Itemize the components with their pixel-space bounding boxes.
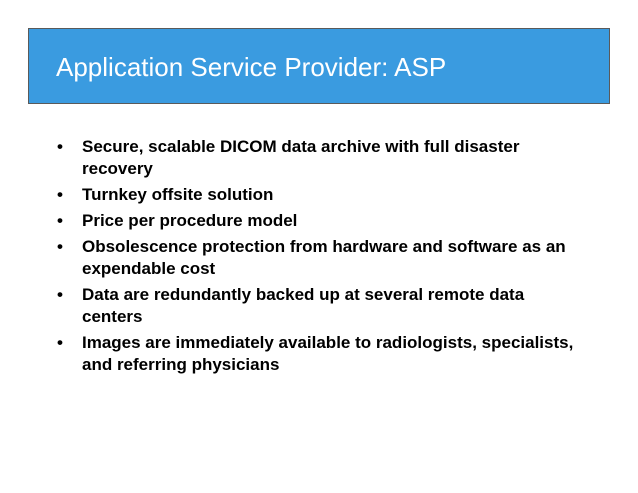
- bullet-text: Turnkey offsite solution: [82, 185, 274, 204]
- bullet-text: Images are immediately available to radiologists, specialists, and referring physicians: [82, 333, 574, 374]
- bullet-text: Secure, scalable DICOM data archive with full disaster recovery: [82, 137, 520, 178]
- bullet-item: [57, 210, 577, 232]
- bullet-text: Data are redundantly backed up at several remote data centers: [82, 285, 525, 326]
- bullet-item: [57, 236, 577, 280]
- bullet-item: [57, 136, 577, 180]
- bullet-item: [57, 332, 577, 376]
- bullet-icon: •: [57, 237, 63, 256]
- bullet-list: [57, 136, 577, 380]
- bullet-text: Obsolescence protection from hardware and software as an expendable cost: [82, 237, 566, 278]
- bullet-item: [57, 184, 577, 206]
- bullet-icon: •: [57, 137, 63, 156]
- bullet-icon: •: [57, 185, 63, 204]
- bullet-icon: •: [57, 333, 63, 352]
- slide-title: Application Service Provider: ASP: [56, 52, 447, 82]
- bullet-text: Price per procedure model: [82, 211, 298, 230]
- bullet-item: [57, 284, 577, 328]
- bullet-icon: •: [57, 285, 63, 304]
- bullet-icon: •: [57, 211, 63, 230]
